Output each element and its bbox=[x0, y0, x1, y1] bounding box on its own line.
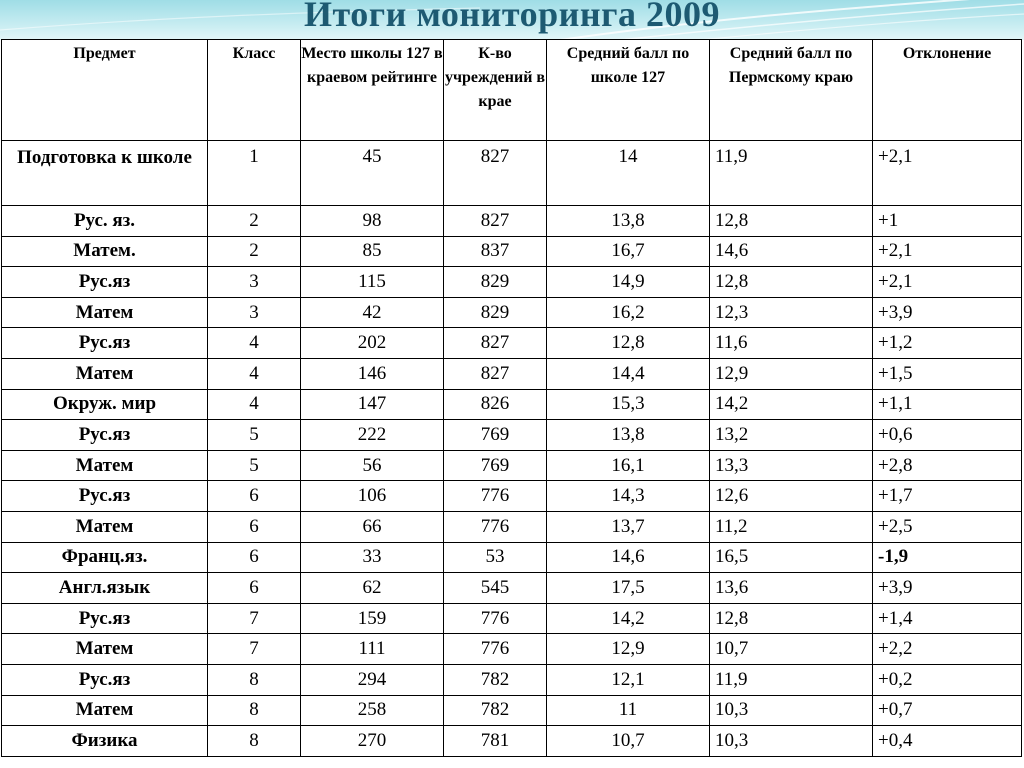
cell-school-rank: 66 bbox=[301, 511, 444, 542]
cell-subject: Подготовка к школе bbox=[2, 141, 208, 206]
cell-subject: Физика bbox=[2, 726, 208, 757]
cell-deviation: +0,4 bbox=[873, 726, 1022, 757]
cell-school-avg: 14 bbox=[547, 141, 710, 206]
cell-grade: 6 bbox=[208, 542, 301, 573]
table-row bbox=[2, 481, 1022, 512]
cell-grade: 4 bbox=[208, 358, 301, 389]
cell-deviation: +2,1 bbox=[873, 141, 1022, 206]
table-row bbox=[2, 420, 1022, 451]
cell-institutions: 545 bbox=[444, 573, 547, 604]
cell-school-rank: 147 bbox=[301, 389, 444, 420]
cell-subject: Матем. bbox=[2, 236, 208, 267]
cell-region-avg: 14,2 bbox=[710, 389, 873, 420]
cell-school-avg: 13,8 bbox=[547, 206, 710, 237]
cell-school-avg: 10,7 bbox=[547, 726, 710, 757]
monitoring-table bbox=[1, 39, 1022, 757]
cell-school-avg: 14,3 bbox=[547, 481, 710, 512]
cell-deviation: +1,5 bbox=[873, 358, 1022, 389]
cell-grade: 8 bbox=[208, 664, 301, 695]
cell-school-rank: 42 bbox=[301, 297, 444, 328]
col-header-school-avg: Средний балл по школе 127 bbox=[547, 40, 710, 141]
cell-grade: 7 bbox=[208, 634, 301, 665]
cell-grade: 6 bbox=[208, 511, 301, 542]
cell-school-rank: 98 bbox=[301, 206, 444, 237]
table-row bbox=[2, 603, 1022, 634]
cell-region-avg: 11,9 bbox=[710, 141, 873, 206]
cell-institutions: 769 bbox=[444, 450, 547, 481]
cell-deviation: +1,7 bbox=[873, 481, 1022, 512]
cell-school-rank: 115 bbox=[301, 267, 444, 298]
cell-school-avg: 14,4 bbox=[547, 358, 710, 389]
cell-region-avg: 12,9 bbox=[710, 358, 873, 389]
cell-region-avg: 12,8 bbox=[710, 603, 873, 634]
col-header-deviation: Отклонение bbox=[873, 40, 1022, 141]
col-header-school-rank: Место школы 127 в краевом рейтинге bbox=[301, 40, 444, 141]
cell-institutions: 829 bbox=[444, 267, 547, 298]
cell-region-avg: 10,3 bbox=[710, 695, 873, 726]
cell-subject: Рус. яз. bbox=[2, 206, 208, 237]
cell-institutions: 776 bbox=[444, 603, 547, 634]
cell-region-avg: 13,3 bbox=[710, 450, 873, 481]
cell-deviation: +2,8 bbox=[873, 450, 1022, 481]
cell-institutions: 53 bbox=[444, 542, 547, 573]
cell-school-rank: 258 bbox=[301, 695, 444, 726]
col-header-subject: Предмет bbox=[2, 40, 208, 141]
cell-school-avg: 16,7 bbox=[547, 236, 710, 267]
cell-grade: 8 bbox=[208, 695, 301, 726]
table-row bbox=[2, 542, 1022, 573]
cell-school-rank: 146 bbox=[301, 358, 444, 389]
cell-institutions: 827 bbox=[444, 206, 547, 237]
cell-grade: 2 bbox=[208, 236, 301, 267]
cell-school-rank: 85 bbox=[301, 236, 444, 267]
cell-institutions: 776 bbox=[444, 634, 547, 665]
table-row bbox=[2, 573, 1022, 604]
cell-school-rank: 45 bbox=[301, 141, 444, 206]
cell-institutions: 837 bbox=[444, 236, 547, 267]
cell-grade: 6 bbox=[208, 573, 301, 604]
cell-region-avg: 12,6 bbox=[710, 481, 873, 512]
cell-subject: Матем bbox=[2, 695, 208, 726]
cell-grade: 4 bbox=[208, 328, 301, 359]
cell-deviation: +1,1 bbox=[873, 389, 1022, 420]
cell-grade: 1 bbox=[208, 141, 301, 206]
cell-region-avg: 12,8 bbox=[710, 206, 873, 237]
cell-subject: Франц.яз. bbox=[2, 542, 208, 573]
cell-region-avg: 11,6 bbox=[710, 328, 873, 359]
cell-deviation: +1,2 bbox=[873, 328, 1022, 359]
cell-region-avg: 11,2 bbox=[710, 511, 873, 542]
cell-school-avg: 13,7 bbox=[547, 511, 710, 542]
cell-institutions: 829 bbox=[444, 297, 547, 328]
title-band bbox=[0, 0, 1024, 40]
cell-subject: Рус.яз bbox=[2, 328, 208, 359]
cell-school-avg: 14,6 bbox=[547, 542, 710, 573]
cell-school-rank: 33 bbox=[301, 542, 444, 573]
table-row bbox=[2, 141, 1022, 206]
cell-institutions: 827 bbox=[444, 328, 547, 359]
cell-school-avg: 12,1 bbox=[547, 664, 710, 695]
table-row bbox=[2, 389, 1022, 420]
cell-grade: 5 bbox=[208, 420, 301, 451]
cell-institutions: 827 bbox=[444, 141, 547, 206]
cell-subject: Матем bbox=[2, 511, 208, 542]
cell-institutions: 827 bbox=[444, 358, 547, 389]
cell-school-avg: 16,2 bbox=[547, 297, 710, 328]
table-row bbox=[2, 634, 1022, 665]
cell-subject: Рус.яз bbox=[2, 481, 208, 512]
cell-institutions: 782 bbox=[444, 695, 547, 726]
col-header-grade: Класс bbox=[208, 40, 301, 141]
cell-school-avg: 17,5 bbox=[547, 573, 710, 604]
header-row bbox=[2, 40, 1022, 141]
cell-grade: 4 bbox=[208, 389, 301, 420]
cell-school-avg: 11 bbox=[547, 695, 710, 726]
cell-deviation: +0,7 bbox=[873, 695, 1022, 726]
table-row bbox=[2, 328, 1022, 359]
cell-institutions: 782 bbox=[444, 664, 547, 695]
cell-school-rank: 56 bbox=[301, 450, 444, 481]
cell-deviation: +2,1 bbox=[873, 236, 1022, 267]
cell-school-rank: 222 bbox=[301, 420, 444, 451]
slide-title: Итоги мониторинга 2009 bbox=[304, 0, 720, 34]
table-row bbox=[2, 267, 1022, 298]
cell-region-avg: 12,8 bbox=[710, 267, 873, 298]
cell-school-rank: 270 bbox=[301, 726, 444, 757]
cell-institutions: 769 bbox=[444, 420, 547, 451]
cell-school-avg: 13,8 bbox=[547, 420, 710, 451]
cell-grade: 5 bbox=[208, 450, 301, 481]
cell-deviation: +1,4 bbox=[873, 603, 1022, 634]
cell-subject: Рус.яз bbox=[2, 267, 208, 298]
cell-school-rank: 106 bbox=[301, 481, 444, 512]
cell-school-rank: 202 bbox=[301, 328, 444, 359]
cell-school-rank: 294 bbox=[301, 664, 444, 695]
cell-school-avg: 15,3 bbox=[547, 389, 710, 420]
table-row bbox=[2, 511, 1022, 542]
cell-region-avg: 13,6 bbox=[710, 573, 873, 604]
cell-subject: Матем bbox=[2, 634, 208, 665]
cell-region-avg: 11,9 bbox=[710, 664, 873, 695]
cell-deviation: +1 bbox=[873, 206, 1022, 237]
table-row bbox=[2, 664, 1022, 695]
table-row bbox=[2, 297, 1022, 328]
table-row bbox=[2, 695, 1022, 726]
cell-subject: Рус.яз bbox=[2, 420, 208, 451]
cell-subject: Матем bbox=[2, 358, 208, 389]
cell-region-avg: 12,3 bbox=[710, 297, 873, 328]
cell-deviation: +3,9 bbox=[873, 573, 1022, 604]
cell-deviation: +0,6 bbox=[873, 420, 1022, 451]
cell-institutions: 781 bbox=[444, 726, 547, 757]
cell-region-avg: 16,5 bbox=[710, 542, 873, 573]
cell-deviation: +3,9 bbox=[873, 297, 1022, 328]
table-row bbox=[2, 206, 1022, 237]
cell-deviation: +0,2 bbox=[873, 664, 1022, 695]
cell-subject: Англ.язык bbox=[2, 573, 208, 604]
cell-grade: 2 bbox=[208, 206, 301, 237]
col-header-institutions: К-во учреждений в крае bbox=[444, 40, 547, 141]
cell-deviation: +2,5 bbox=[873, 511, 1022, 542]
cell-school-avg: 12,8 bbox=[547, 328, 710, 359]
table-row bbox=[2, 450, 1022, 481]
cell-school-rank: 62 bbox=[301, 573, 444, 604]
cell-deviation: +2,1 bbox=[873, 267, 1022, 298]
table-row bbox=[2, 236, 1022, 267]
table-row bbox=[2, 358, 1022, 389]
cell-grade: 8 bbox=[208, 726, 301, 757]
cell-subject: Матем bbox=[2, 297, 208, 328]
cell-school-rank: 159 bbox=[301, 603, 444, 634]
cell-school-avg: 16,1 bbox=[547, 450, 710, 481]
cell-grade: 6 bbox=[208, 481, 301, 512]
cell-subject: Рус.яз bbox=[2, 664, 208, 695]
cell-grade: 3 bbox=[208, 267, 301, 298]
cell-subject: Рус.яз bbox=[2, 603, 208, 634]
table-body bbox=[2, 141, 1022, 757]
cell-region-avg: 10,3 bbox=[710, 726, 873, 757]
cell-institutions: 826 bbox=[444, 389, 547, 420]
cell-school-avg: 14,2 bbox=[547, 603, 710, 634]
cell-grade: 7 bbox=[208, 603, 301, 634]
cell-deviation: +2,2 bbox=[873, 634, 1022, 665]
cell-grade: 3 bbox=[208, 297, 301, 328]
cell-institutions: 776 bbox=[444, 481, 547, 512]
cell-school-rank: 111 bbox=[301, 634, 444, 665]
cell-region-avg: 14,6 bbox=[710, 236, 873, 267]
cell-institutions: 776 bbox=[444, 511, 547, 542]
cell-region-avg: 13,2 bbox=[710, 420, 873, 451]
cell-deviation: -1,9 bbox=[873, 542, 1022, 573]
cell-subject: Матем bbox=[2, 450, 208, 481]
table-row bbox=[2, 726, 1022, 757]
col-header-region-avg: Средний балл по Пермскому краю bbox=[710, 40, 873, 141]
cell-region-avg: 10,7 bbox=[710, 634, 873, 665]
cell-subject: Окруж. мир bbox=[2, 389, 208, 420]
cell-school-avg: 14,9 bbox=[547, 267, 710, 298]
cell-school-avg: 12,9 bbox=[547, 634, 710, 665]
